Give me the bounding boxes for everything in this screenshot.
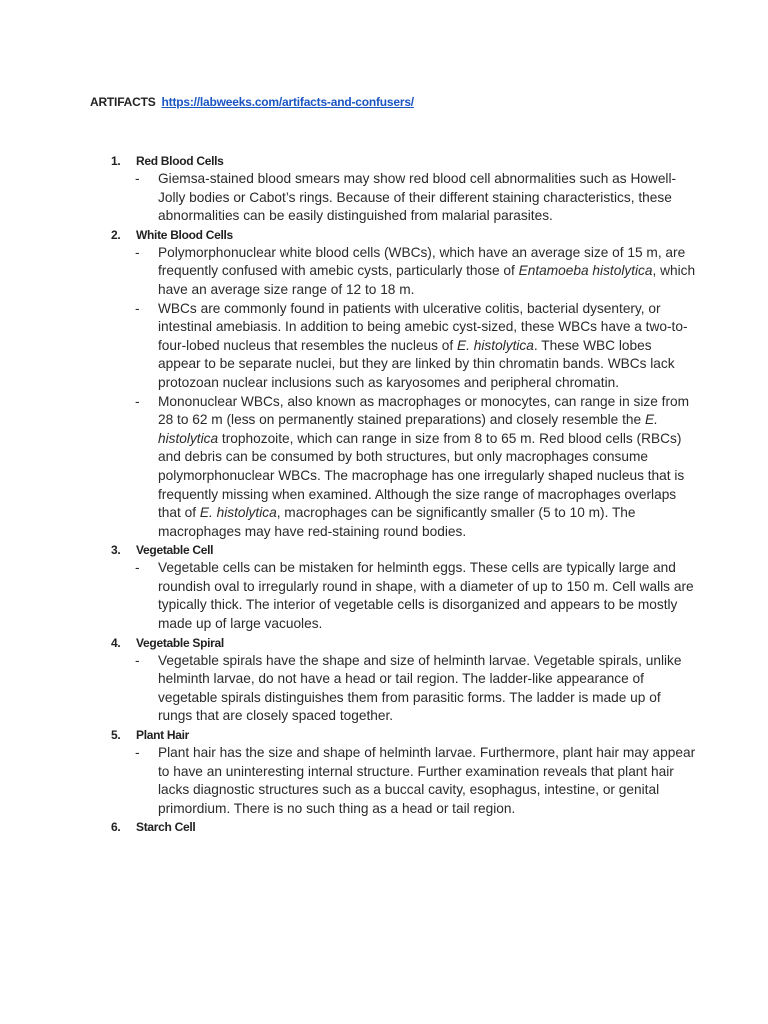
list-item-heading: [107, 541, 697, 559]
text-run: trophozoite, which can range in size from 8 to 65 m. Red blood cells (RBCs) and debris can be consumed by both structures, but only macrophages consume polymorphonuclear WBCs. The macrophage has one irregularly shaped nucleus that is frequently missing when examined. Although the size range of macrophages overlaps that of: [158, 430, 685, 521]
list-item-heading: [107, 818, 697, 836]
italic-text: E. histolytica: [457, 337, 534, 353]
bullet-paragraph: [107, 170, 697, 226]
list-item-title: Red Blood Cells: [136, 154, 224, 168]
header-label: ARTIFACTS: [90, 95, 156, 109]
bullet-paragraph: [107, 244, 697, 300]
list-item: [107, 726, 697, 818]
bullet-paragraph: [107, 744, 697, 818]
list-item-title: White Blood Cells: [136, 227, 233, 242]
artifacts-link[interactable]: https://labweeks.com/artifacts-and-confusers/: [161, 95, 414, 109]
list-item-number: 1.: [111, 154, 121, 168]
text-run: Vegetable spirals have the shape and size of helminth larvae. Vegetable spirals, unlike helminth larvae, do not have a head or tail region. The ladder-like appearance of vegetable spirals distinguishes them from parasitic forms. The ladder is made up of rungs that are closely spaced together.: [158, 652, 682, 724]
list-item-number: 5.: [111, 728, 121, 743]
list-item-heading: [107, 152, 697, 170]
list-item-number: 3.: [111, 543, 121, 558]
bullet-paragraph: [107, 393, 697, 542]
list-item: [107, 541, 697, 633]
bullet-dash: -: [135, 393, 140, 409]
list-item: [107, 818, 697, 836]
list-item-heading: [107, 726, 697, 744]
text-run: WBCs are commonly found in patients with ulcerative colitis, bacterial dysentery, or intestinal amebiasis. In addition to being amebic cyst-sized, these WBCs have a two-to-four-lobed nucleus that resembles the nucleus of: [158, 300, 688, 353]
italic-text: E. histolytica: [199, 505, 277, 521]
list-item-number: 4.: [111, 635, 121, 650]
text-run: Polymorphonuclear white blood cells (WBCs), which have an average size of 15 m, are frequently confused with amebic cysts, particularly those of: [158, 244, 686, 279]
bullet-paragraph: [107, 652, 697, 726]
list-item-title: Starch Cell: [136, 820, 196, 835]
artifact-list: [107, 152, 697, 836]
bullet-paragraph: [107, 559, 697, 633]
bullet-dash: -: [135, 652, 140, 668]
bullet-dash: -: [135, 560, 140, 576]
list-item: [107, 634, 697, 726]
text-run: , which have an average size range of 12 to 18 m.: [158, 263, 696, 297]
bullet-dash: -: [135, 171, 140, 186]
list-item-title: Vegetable Spiral: [136, 635, 224, 650]
italic-text: Entamoeba histolytica: [518, 263, 653, 279]
bullet-dash: -: [135, 300, 140, 316]
text-run: Vegetable cells can be mistaken for helminth eggs. These cells are typically large and roundish oval to irregularly round in shape, with a diameter of up to 150 m. Cell walls are typically thick. The interior of vegetable cells is disorganized and appears to be mostly made up of large vacuoles.: [158, 560, 694, 632]
list-item-number: 2.: [111, 227, 121, 242]
bullet-dash: -: [135, 244, 140, 260]
text-run: Plant hair has the size and shape of helminth larvae. Furthermore, plant hair may appear to have an uninteresting internal structure. Further examination reveals that plant hair lacks diagnostic structures such as a buccal cavity, esophagus, intestine, or genital primordium. There is no such thing as a head or tail region.: [158, 745, 696, 816]
list-item-title: Vegetable Cell: [136, 543, 214, 558]
list-item: [107, 226, 697, 542]
document-header: [90, 95, 414, 109]
text-run: Mononuclear WBCs, also known as macrophages or monocytes, can range in size from 28 to 62 m (less on permanently stained preparations) and closely resemble the: [158, 393, 690, 428]
text-run: . These WBC lobes appear to be separate nuclei, but they are linked by thin chromatin bands. WBCs lack protozoan nuclear inclusions such as karyosomes and peripheral chromatin.: [158, 337, 675, 390]
list-item: [107, 152, 697, 226]
text-run: , macrophages can be significantly smaller (5 to 10 m). The macrophages may have red-staining round bodies.: [158, 505, 636, 539]
bullet-paragraph: [107, 300, 697, 393]
list-item-heading: [107, 634, 697, 652]
list-item-heading: [107, 226, 697, 244]
italic-text: E. histolytica: [158, 412, 658, 446]
text-run: Giemsa-stained blood smears may show red blood cell abnormalities such as Howell-Jolly bodies or Cabot’s rings. Because of their different staining characteristics, these abnormalities can be easily distinguished from malarial parasites.: [158, 171, 677, 224]
list-item-title: Plant Hair: [136, 728, 190, 743]
bullet-dash: -: [135, 745, 140, 761]
list-item-number: 6.: [111, 820, 121, 835]
